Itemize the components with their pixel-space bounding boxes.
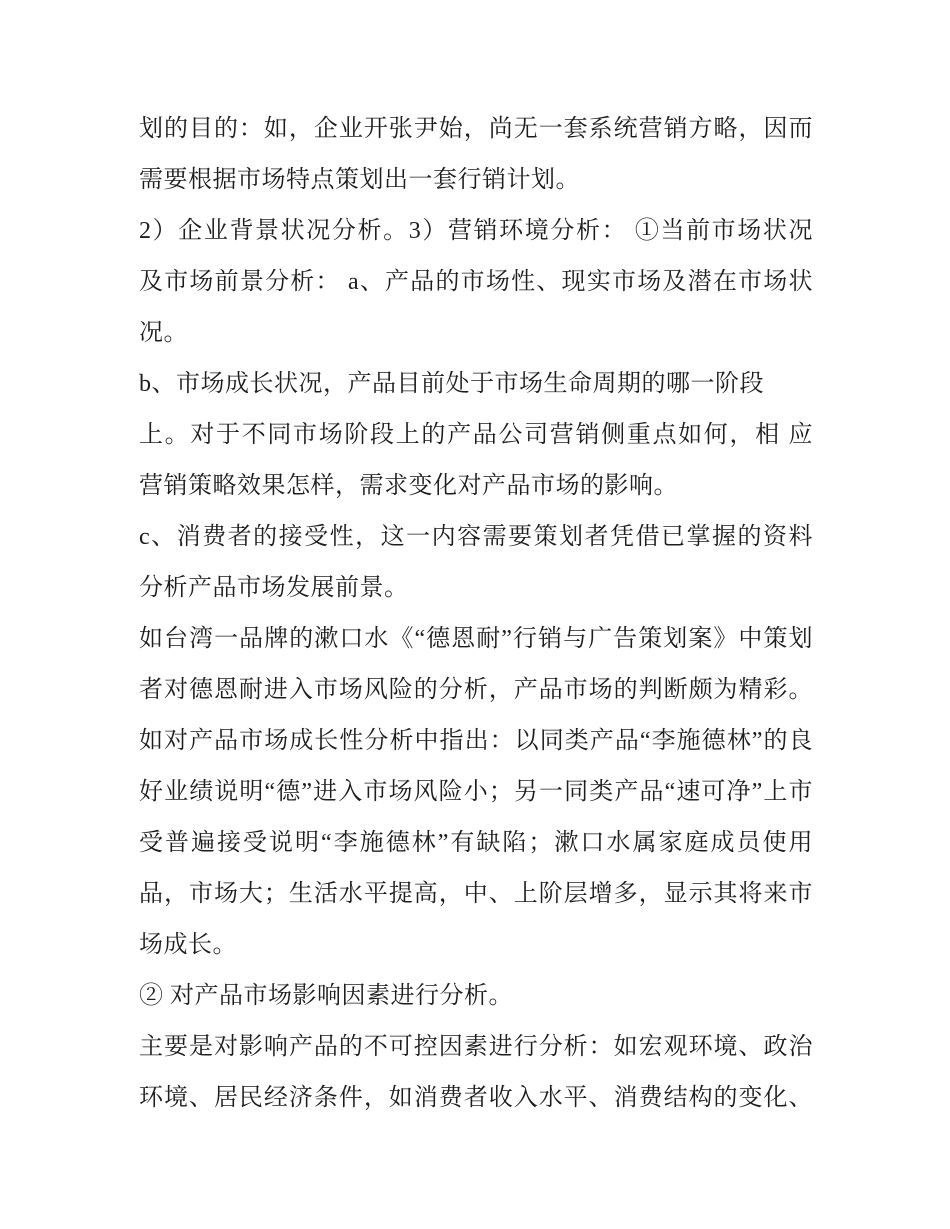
text-line-1: 划的目的：如，企业开张尹始，尚无一套系统营销方略，因而 [139, 116, 813, 142]
text-line-17: 场成长。 [139, 932, 237, 958]
text-line-12: 者对德恩耐进入市场风险的分析，产品市场的判断颇为精彩。 [139, 677, 813, 703]
text-line-2: 需要根据市场特点策划出一套行销计划。 [139, 167, 580, 193]
text-line-18: ② 对产品市场影响因素进行分析。 [139, 983, 513, 1009]
text-line-7: 上。对于不同市场阶段上的产品公司营销侧重点如何，相 应 [139, 422, 813, 448]
text-line-11: 如台湾一品牌的漱口水《“德恩耐”行销与广告策划案》中策划 [139, 626, 813, 652]
text-line-9: c、消费者的接受性，这一内容需要策划者凭借已掌握的资料 [139, 524, 813, 550]
text-line-10: 分析产品市场发展前景。 [139, 575, 409, 601]
text-line-19: 主要是对影响产品的不可控因素进行分析：如宏观环境、政治 [139, 1034, 813, 1060]
text-line-13: 如对产品市场成长性分析中指出：以同类产品“李施德林”的良 [139, 728, 813, 754]
text-line-15: 受普遍接受说明“李施德林”有缺陷；漱口水属家庭成员使用 [139, 830, 813, 856]
text-line-5: 况。 [139, 320, 188, 346]
text-line-4: 及市场前景分析： a、产品的市场性、现实市场及潜在市场状 [139, 269, 813, 295]
text-line-16: 品，市场大；生活水平提高，中、上阶层增多，显示其将来市 [139, 881, 813, 907]
text-line-6: b、市场成长状况，产品目前处于市场生命周期的哪一阶段 [139, 371, 764, 397]
text-block [139, 104, 813, 1124]
text-line-8: 营销策略效果怎样，需求变化对产品市场的影响。 [139, 473, 678, 499]
text-line-3: 2）企业背景状况分析。3）营销环境分析： ①当前市场状况 [139, 218, 813, 244]
text-line-14: 好业绩说明“德”进入市场风险小；另一同类产品“速可净”上市 [139, 779, 813, 805]
text-line-20: 环境、居民经济条件，如消费者收入水平、消费结构的变化、 [139, 1085, 813, 1111]
